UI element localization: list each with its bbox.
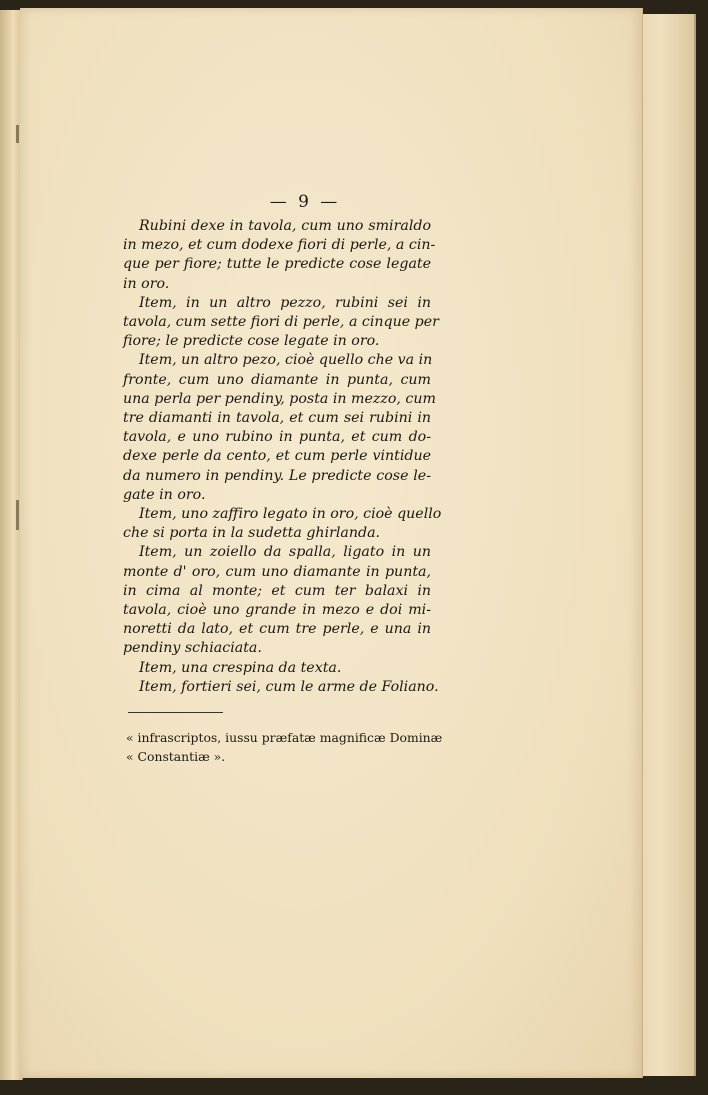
text-line: una perla per pendiny, posta in mezzo, cum (123, 390, 436, 407)
text-line: in mezo, et cum dodexe fiori di perle, a cin- (123, 237, 436, 254)
footnote-rule (128, 712, 223, 713)
text-line: Item, in un altro pezzo, rubini sei in (139, 294, 431, 311)
text-line: Item, una crespina da texta. (139, 659, 342, 676)
text-line: dexe perle da cento, et cum perle vintidue (123, 448, 431, 465)
text-line: tavola, cum sette fiori di perle, a cinque per (123, 314, 439, 331)
footnote (126, 728, 443, 766)
text-line: fiore; le predicte cose legate in oro. (123, 333, 380, 350)
binding-thread-middle (16, 500, 19, 530)
text-line: Item, uno zaffiro legato in oro, cioè quello (139, 506, 442, 523)
text-line: tavola, e uno rubino in punta, et cum do- (123, 429, 431, 446)
text-line: pendiny schiaciata. (123, 640, 262, 657)
text-line: Item, fortieri sei, cum le arme de Foliano. (139, 678, 439, 695)
text-line: da numero in pendiny. Le predicte cose le- (123, 467, 431, 484)
text-line: monte d' oro, cum uno diamante in punta, (123, 563, 431, 580)
text-line: Item, un altro pezo, cioè quello che va in (139, 352, 433, 369)
page-number: — 9 — (269, 192, 341, 212)
text-line: noretti da lato, et cum tre perle, e una in (123, 621, 431, 638)
text-line: tre diamanti in tavola, et cum sei rubini in (123, 410, 431, 427)
body-text (123, 217, 442, 697)
binding-thread-upper (16, 125, 19, 143)
text-line: Rubini dexe in tavola, cum uno smiraldo (139, 218, 431, 234)
text-line: tavola, cioè uno grande in mezo e doi mi- (123, 602, 431, 619)
text-line: gate in oro. (123, 486, 206, 503)
text-line: que per fiore; tutte le predicte cose legate (123, 256, 431, 273)
footnote-line: « Constantiæ ». (126, 749, 226, 764)
text-line: fronte, cum uno diamante in punta, cum (123, 371, 431, 388)
text-line: Item, un zoiello da spalla, ligato in un (139, 544, 431, 561)
text-line: che si porta in la sudetta ghirlanda. (123, 525, 381, 542)
footnote-line: « infrascriptos, iussu præfatæ magnificæ Dominæ (126, 730, 443, 745)
text-line: in cima al monte; et cum ter balaxi in (123, 582, 431, 599)
book-page (20, 8, 643, 1078)
text-line: in oro. (123, 275, 170, 292)
